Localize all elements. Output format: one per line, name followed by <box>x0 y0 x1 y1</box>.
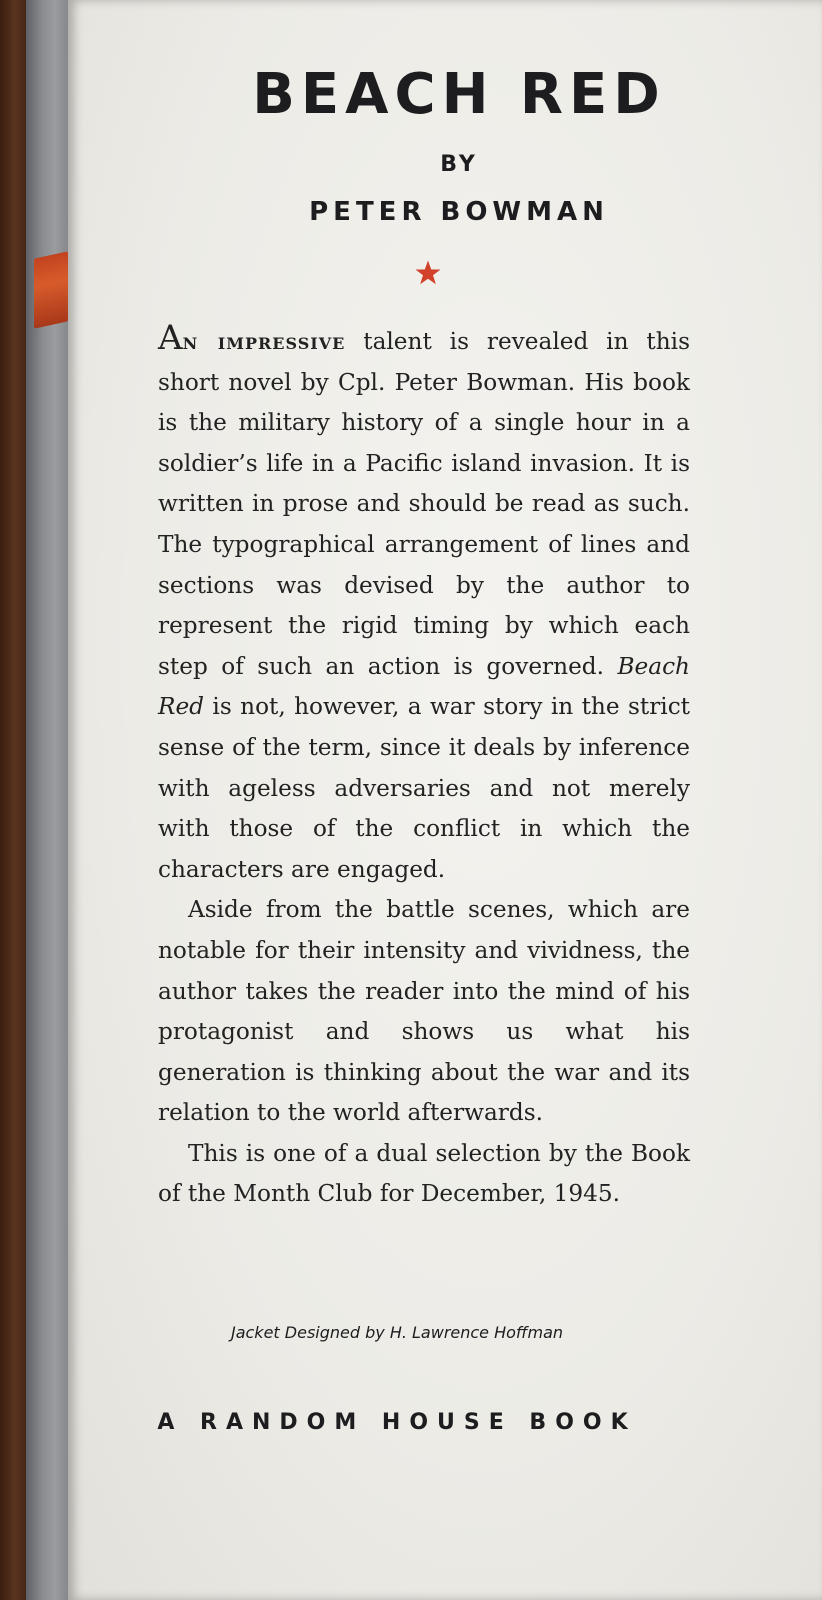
italic-title: Beach Red <box>158 652 690 721</box>
drop-cap: A <box>158 318 183 358</box>
small-caps-lead: n impressive <box>182 328 346 355</box>
paragraph-1-text: talent is revealed in this short novel by Cpl. Peter Bowman. His book is the military history of a single hour in a soldier’s life in a Pacific island invasion. It is written in prose and should be read as such. The typographical arrangement of lines and sections was devised by the author to represent the rigid timing by which each step of such an action is governed. <box>158 328 690 680</box>
book-spine <box>26 0 74 1600</box>
blurb-text <box>158 318 690 1215</box>
blurb-paragraph-2: Aside from the battle scenes, which are notable for their intensity and vividness, the author takes the reader into the mind of his protagonist and shows us what his generation is thinking about the war and its relation to the world afterwards. <box>158 896 690 1127</box>
author-name: PETER BOWMAN <box>309 197 609 227</box>
book-title: BEACH RED <box>252 62 666 127</box>
by-line: BY <box>440 152 478 177</box>
blurb-paragraph-3: This is one of a dual selection by the Book of the Month Club for December, 1945. <box>158 1139 690 1208</box>
jacket-designer-credit: Jacket Designed by H. Lawrence Hoffman <box>230 1323 564 1342</box>
blurb-paragraph-1 <box>158 318 690 890</box>
publisher-line: A RANDOM HOUSE BOOK <box>157 1410 637 1435</box>
red-star-icon <box>413 258 443 288</box>
spine-red-band <box>34 251 68 328</box>
paragraph-1-text-end: is not, however, a war story in the strict sense of the term, since it deals by inference with ageless adversaries and not merely with those of the conflict in which the characters are engaged. <box>158 693 690 883</box>
